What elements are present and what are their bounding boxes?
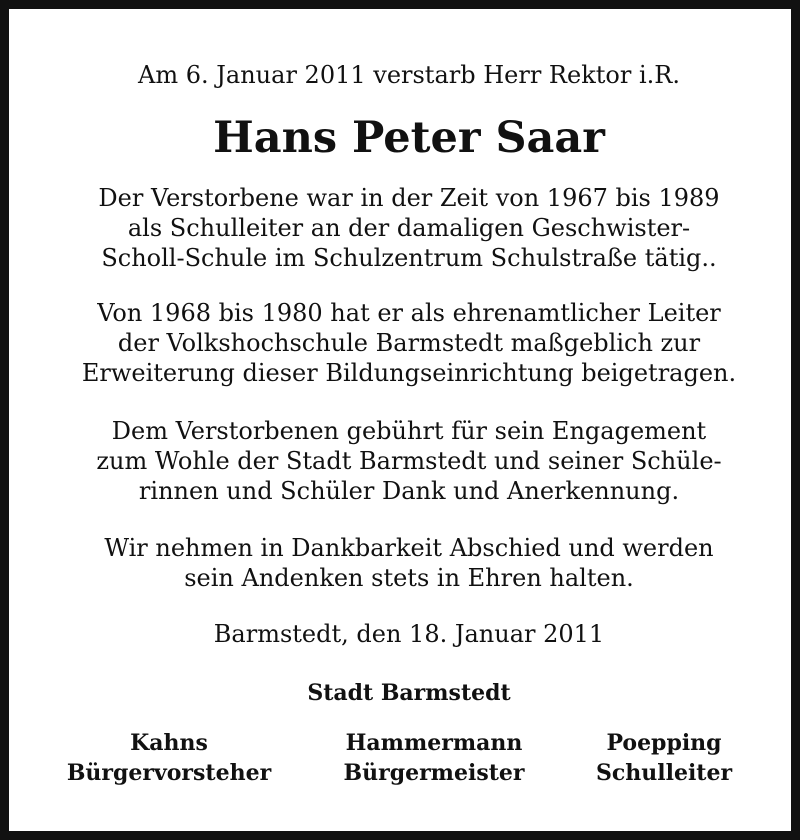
intro-line: Am 6. Januar 2011 verstarb Herr Rektor i.R. [138,61,680,89]
paragraph2-line3: Erweiterung dieser Bildungseinrichtung beigetragen. [81,359,737,387]
paragraph1-line1: Der Verstorbene war in der Zeit von 1967 bis 1989 [98,184,720,212]
paragraph3-line2: zum Wohle der Stadt Barmstedt und seiner Schüle- [96,447,722,475]
paragraph2-line1: Von 1968 bis 1980 hat er als ehrenamtlicher Leiter [97,299,721,327]
paragraph4-line2: sein Andenken stets in Ehren halten. [184,564,634,592]
signatory-hammermann-title: Bürgermeister [343,760,525,786]
place-date: Barmstedt, den 18. Januar 2011 [213,620,605,648]
paragraph4-line1: Wir nehmen in Dankbarkeit Abschied und werden [104,534,714,562]
paragraph1-line3: Scholl-Schule im Schulzentrum Schulstraße tätig.. [101,244,717,272]
deceased-name: Hans Peter Saar [213,113,605,163]
signatory-hammermann-name: Hammermann [345,730,523,756]
organization-name: Stadt Barmstedt [307,680,511,706]
paragraph1-line2: als Schulleiter an der damaligen Geschwister- [127,214,691,242]
signatory-poepping-name: Poepping [606,730,722,756]
paragraph3-line3: rinnen und Schüler Dank und Anerkennung. [138,477,680,505]
signatory-poepping-title: Schulleiter [595,760,733,786]
paragraph3-line1: Dem Verstorbenen gebührt für sein Engagement [111,417,707,445]
paragraph2-line2: der Volkshochschule Barmstedt maßgeblich zur [117,329,701,357]
signatory-kahns-title: Bürgervorsteher [66,760,272,786]
signatory-kahns-name: Kahns [130,730,208,756]
